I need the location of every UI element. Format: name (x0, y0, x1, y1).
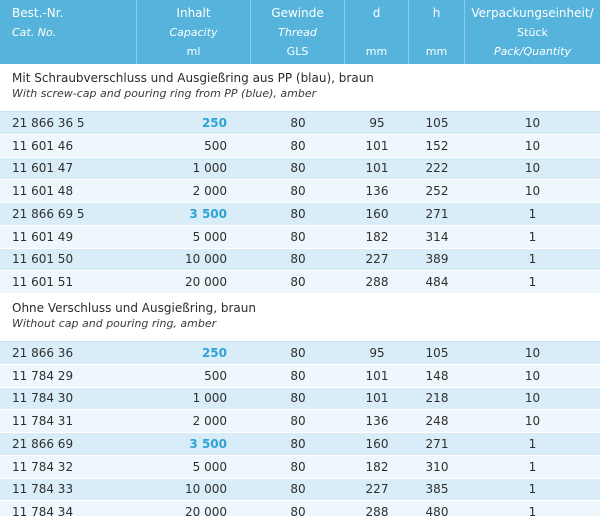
cat-no-cell: 11 784 33 (12, 482, 74, 497)
thread-cell: 80 (290, 459, 306, 474)
pack-cell: 1 (528, 505, 537, 516)
diameter-cell: 227 (365, 252, 389, 267)
header-cap-unit: ml (186, 45, 201, 58)
height-cell: 105 (425, 345, 449, 360)
pack-cell: 1 (528, 206, 537, 221)
capacity-cell: 2 000 (192, 184, 227, 199)
height-cell: 389 (425, 252, 449, 267)
header-d-unit: mm (365, 45, 388, 58)
table-row (0, 388, 600, 411)
thread-cell: 80 (290, 206, 306, 221)
section-title-en: Without cap and pouring ring, amber (12, 317, 217, 330)
table-row (0, 410, 600, 433)
section-title-de: Ohne Verschluss und Ausgießring, braun (12, 301, 256, 315)
pack-cell: 1 (528, 482, 537, 497)
cat-no-cell: 21 866 36 5 (12, 115, 85, 130)
diameter-cell: 227 (365, 482, 389, 497)
cat-no-cell: 21 866 69 5 (12, 206, 85, 221)
table-row (0, 342, 600, 365)
height-cell: 222 (425, 161, 449, 176)
table-row (0, 365, 600, 388)
diameter-cell: 288 (365, 505, 389, 516)
diameter-cell: 182 (365, 459, 389, 474)
header-cap-de: Inhalt (176, 6, 211, 20)
header-thread-unit: GLS (286, 45, 309, 58)
pack-cell: 1 (528, 459, 537, 474)
height-cell: 310 (425, 459, 449, 474)
pack-cell: 10 (524, 368, 541, 383)
thread-cell: 80 (290, 368, 306, 383)
table-row (0, 501, 600, 516)
table-row (0, 479, 600, 502)
capacity-cell: 20 000 (185, 505, 227, 516)
height-cell: 484 (425, 275, 449, 290)
cat-no-cell: 11 601 48 (12, 184, 74, 199)
height-cell: 314 (425, 229, 449, 244)
cat-no-cell: 11 784 34 (12, 505, 74, 516)
thread-cell: 80 (290, 184, 306, 199)
table-row (0, 158, 600, 181)
table-row (0, 271, 600, 294)
cat-no-cell: 21 866 69 (12, 436, 74, 451)
header-pack-de2: Stück (517, 26, 548, 39)
diameter-cell: 101 (365, 391, 389, 406)
pack-cell: 10 (524, 115, 541, 130)
thread-cell: 80 (290, 436, 306, 451)
thread-cell: 80 (290, 252, 306, 267)
header-capacity (137, 0, 251, 64)
height-cell: 271 (425, 436, 449, 451)
header-d (345, 0, 409, 64)
thread-cell: 80 (290, 275, 306, 290)
diameter-cell: 160 (365, 436, 389, 451)
diameter-cell: 95 (369, 115, 385, 130)
header-pack-en: Pack/Quantity (493, 45, 572, 58)
capacity-cell: 3 500 (189, 206, 227, 221)
pack-cell: 10 (524, 345, 541, 360)
thread-cell: 80 (290, 138, 306, 153)
height-cell: 148 (425, 368, 449, 383)
header-h (409, 0, 465, 64)
diameter-cell: 101 (365, 138, 389, 153)
diameter-cell: 288 (365, 275, 389, 290)
height-cell: 218 (425, 391, 449, 406)
header-thread (251, 0, 345, 64)
capacity-cell: 10 000 (185, 252, 227, 267)
cat-no-cell: 11 601 46 (12, 138, 74, 153)
table-header (0, 0, 600, 64)
thread-cell: 80 (290, 391, 306, 406)
section-title-en: With screw-cap and pouring ring from PP (blue), amber (12, 87, 317, 100)
table-row (0, 226, 600, 249)
capacity-cell: 500 (204, 368, 227, 383)
cat-no-cell: 11 601 51 (12, 275, 74, 290)
header-cat-de: Best.-Nr. (12, 6, 64, 20)
section-heading (0, 64, 600, 112)
table-row (0, 135, 600, 158)
table-row (0, 433, 600, 456)
thread-cell: 80 (290, 414, 306, 429)
capacity-cell: 250 (201, 345, 227, 360)
pack-cell: 1 (528, 229, 537, 244)
height-cell: 152 (425, 138, 449, 153)
thread-cell: 80 (290, 482, 306, 497)
header-cat-en: Cat. No. (12, 26, 57, 39)
header-pack-de: Verpackungseinheit/ (471, 6, 594, 20)
table-body (0, 64, 600, 516)
capacity-cell: 20 000 (185, 275, 227, 290)
header-thread-de: Gewinde (271, 6, 324, 20)
pack-cell: 1 (528, 252, 537, 267)
cat-no-cell: 21 866 36 (12, 345, 74, 360)
diameter-cell: 95 (369, 345, 385, 360)
capacity-cell: 5 000 (192, 229, 227, 244)
pack-cell: 1 (528, 436, 537, 451)
height-cell: 252 (425, 184, 449, 199)
diameter-cell: 182 (365, 229, 389, 244)
height-cell: 248 (425, 414, 449, 429)
capacity-cell: 2 000 (192, 414, 227, 429)
height-cell: 480 (425, 505, 449, 516)
capacity-cell: 1 000 (192, 391, 227, 406)
header-cat-no (0, 0, 137, 64)
table-row (0, 203, 600, 226)
height-cell: 385 (425, 482, 449, 497)
section-heading (0, 294, 600, 342)
capacity-cell: 5 000 (192, 459, 227, 474)
header-h-unit: mm (425, 45, 448, 58)
diameter-cell: 160 (365, 206, 389, 221)
pack-cell: 1 (528, 275, 537, 290)
pack-cell: 10 (524, 184, 541, 199)
cat-no-cell: 11 601 49 (12, 229, 74, 244)
cat-no-cell: 11 784 31 (12, 414, 74, 429)
thread-cell: 80 (290, 161, 306, 176)
diameter-cell: 136 (365, 184, 389, 199)
pack-cell: 10 (524, 391, 541, 406)
cat-no-cell: 11 784 32 (12, 459, 74, 474)
table-row (0, 112, 600, 135)
header-cap-en: Capacity (169, 26, 218, 39)
capacity-cell: 250 (201, 115, 227, 130)
pack-cell: 10 (524, 161, 541, 176)
header-d-label: d (372, 6, 381, 20)
cat-no-cell: 11 784 30 (12, 391, 74, 406)
table-row (0, 249, 600, 272)
diameter-cell: 101 (365, 368, 389, 383)
header-h-label: h (432, 6, 441, 20)
section-title-de: Mit Schraubverschluss und Ausgießring aus PP (blau), braun (12, 71, 374, 85)
thread-cell: 80 (290, 505, 306, 516)
diameter-cell: 101 (365, 161, 389, 176)
pack-cell: 10 (524, 138, 541, 153)
capacity-cell: 10 000 (185, 482, 227, 497)
header-pack (465, 0, 600, 64)
capacity-cell: 1 000 (192, 161, 227, 176)
capacity-cell: 3 500 (189, 436, 227, 451)
thread-cell: 80 (290, 115, 306, 130)
height-cell: 271 (425, 206, 449, 221)
table-row (0, 180, 600, 203)
table-row (0, 456, 600, 479)
cat-no-cell: 11 601 50 (12, 252, 74, 267)
cat-no-cell: 11 784 29 (12, 368, 74, 383)
diameter-cell: 136 (365, 414, 389, 429)
thread-cell: 80 (290, 229, 306, 244)
cat-no-cell: 11 601 47 (12, 161, 74, 176)
height-cell: 105 (425, 115, 449, 130)
pack-cell: 10 (524, 414, 541, 429)
thread-cell: 80 (290, 345, 306, 360)
capacity-cell: 500 (204, 138, 227, 153)
header-thread-en: Thread (278, 26, 317, 39)
